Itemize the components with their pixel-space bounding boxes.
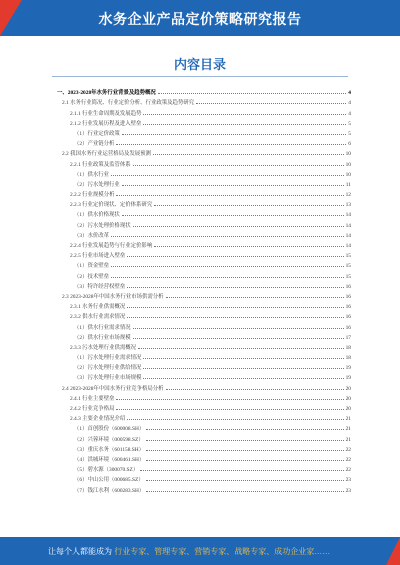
toc-leader-dots [138, 348, 344, 349]
toc-leader-dots [196, 103, 346, 104]
toc-entry-title: （3）水价改革 [74, 232, 110, 239]
toc-heading: 内容目录 [173, 57, 226, 72]
toc-entry-title: 2.2.3 行业定价现状、定价体系研究 [70, 202, 153, 209]
toc-leader-dots [146, 460, 343, 461]
toc-entry[interactable] [57, 168, 351, 178]
toc-entry[interactable] [57, 483, 351, 493]
toc-divider [52, 76, 348, 77]
toc-entry[interactable] [57, 331, 351, 341]
toc-entry[interactable] [57, 147, 351, 157]
toc-entry-title: （6）中山公用（000685.SZ） [74, 477, 144, 484]
toc-entry[interactable] [57, 188, 351, 198]
table-of-contents [57, 86, 351, 494]
toc-entry-page: 10 [345, 161, 351, 168]
toc-entry[interactable] [57, 432, 351, 442]
report-header [0, 0, 400, 36]
toc-entry-page: 21 [345, 436, 351, 443]
toc-entry-page: 5 [348, 130, 351, 137]
toc-entry-page: 4 [348, 90, 351, 97]
toc-leader-dots [111, 175, 344, 176]
toc-entry-title: （3）重庆水务（601158.SH） [74, 446, 145, 453]
toc-entry-title: 2.4 2023-2028年中国水务行业竞争格局分析 [62, 385, 164, 392]
toc-leader-dots [127, 419, 343, 420]
toc-leader-dots [146, 429, 343, 430]
toc-entry-title: （2）污水处理价格现状 [74, 222, 131, 229]
toc-entry-title: 2.4.1 行业主要壁垒 [70, 395, 115, 402]
toc-entry-page: 16 [345, 293, 351, 300]
toc-entry[interactable] [57, 229, 351, 239]
toc-entry[interactable] [57, 106, 351, 116]
toc-entry-title: 2.1.2 行业发展历程及进入壁垒 [70, 120, 142, 127]
toc-entry-title: （3）污水处理行业市场规模 [74, 375, 142, 382]
toc-entry-page: 16 [345, 324, 351, 331]
toc-entry-page: 14 [345, 232, 351, 239]
toc-leader-dots [127, 256, 343, 257]
toc-entry[interactable] [57, 198, 351, 208]
toc-entry[interactable] [57, 208, 351, 218]
toc-entry[interactable] [57, 239, 351, 249]
toc-leader-dots [143, 358, 343, 359]
toc-entry-page: 4 [348, 100, 351, 107]
toc-entry-page: 14 [345, 222, 351, 229]
toc-entry[interactable] [57, 269, 351, 279]
toc-entry[interactable] [57, 280, 351, 290]
toc-entry[interactable] [57, 392, 351, 402]
toc-leader-dots [154, 246, 343, 247]
toc-entry-page: 13 [345, 202, 351, 209]
toc-entry-title: 2.1.1 行业生命周期及发展趋势 [70, 110, 142, 117]
footer-red-accent [386, 537, 400, 565]
toc-entry-title: （2）供水行业市场规模 [74, 334, 131, 341]
toc-entry-title: （2）兴蓉环境（000598.SZ） [74, 436, 144, 443]
toc-leader-dots [154, 205, 343, 206]
toc-entry[interactable] [57, 300, 351, 310]
toc-entry-page: 6 [348, 141, 351, 148]
toc-entry[interactable] [57, 361, 351, 371]
toc-entry-page: 16 [345, 304, 351, 311]
toc-entry-title: （1）供水行业需求情况 [74, 324, 131, 331]
toc-entry[interactable] [57, 402, 351, 412]
toc-leader-dots [133, 338, 344, 339]
toc-entry-title: （1）供水价格现状 [74, 212, 120, 219]
toc-leader-dots [122, 185, 344, 186]
toc-entry-title: （5）碧水源（300070.SZ） [74, 467, 139, 474]
toc-leader-dots [143, 114, 346, 115]
toc-leader-dots [143, 368, 343, 369]
toc-entry-title: （2）污水处理行业 [74, 181, 120, 188]
toc-entry-title: （4）洪城环境（600461.SH） [74, 456, 145, 463]
toc-entry-title: 2.3.1 水务行业供需概况 [70, 304, 126, 311]
toc-leader-dots [158, 93, 346, 94]
toc-leader-dots [146, 440, 344, 441]
toc-entry-title: 2.2.5 行业市场进入壁垒 [70, 253, 126, 260]
toc-leader-dots [122, 134, 346, 135]
toc-leader-dots [116, 195, 343, 196]
toc-entry-title: （2）技术壁垒 [74, 273, 110, 280]
toc-entry-title: 2.2 我国水务行业运营格局及发展预测 [62, 151, 151, 158]
toc-entry[interactable] [57, 381, 351, 391]
toc-entry-page: 21 [345, 426, 351, 433]
toc-leader-dots [133, 165, 344, 166]
toc-entry-page: 22 [345, 446, 351, 453]
toc-entry-page: 15 [345, 263, 351, 270]
toc-entry-page: 20 [345, 385, 351, 392]
toc-entry-title: 2.2.1 行业政策及监管体系 [70, 161, 131, 168]
toc-entry-title: 2.3.3 污水处理行业供需概况 [70, 344, 137, 351]
toc-leader-dots [127, 287, 343, 288]
toc-entry-page: 20 [345, 395, 351, 402]
toc-entry-title: （1）首创股份（600008.SH） [74, 426, 145, 433]
toc-leader-dots [143, 124, 346, 125]
toc-entry[interactable] [57, 453, 351, 463]
toc-entry-title: 2.4.2 行业竞争格局 [70, 406, 115, 412]
toc-entry-title: （1）污水处理行业需求情况 [74, 355, 142, 362]
toc-entry-page: 22 [345, 467, 351, 474]
toc-entry-page: 22 [345, 456, 351, 463]
footer-slogan [48, 546, 330, 557]
toc-leader-dots [166, 389, 344, 390]
toc-entry[interactable] [57, 96, 351, 106]
toc-leader-dots [166, 297, 344, 298]
toc-entry-title: 2.4.3 主要企业情况介绍 [70, 416, 126, 423]
toc-entry-page: 23 [345, 487, 351, 494]
toc-entry-page: 14 [345, 243, 351, 249]
toc-entry-title: （2）污水处理行业供给情况 [74, 365, 142, 372]
toc-leader-dots [116, 144, 346, 145]
toc-entry-page: 5 [348, 120, 351, 127]
toc-entry-page: 18 [345, 355, 351, 362]
toc-leader-dots [116, 399, 343, 400]
toc-entry[interactable] [57, 218, 351, 228]
toc-entry-title: （1）资金壁垒 [74, 263, 110, 270]
toc-entry-page: 4 [348, 110, 351, 117]
toc-entry[interactable] [57, 249, 351, 259]
toc-leader-dots [153, 154, 344, 155]
toc-leader-dots [140, 470, 343, 471]
toc-entry[interactable] [57, 117, 351, 127]
toc-leader-dots [111, 236, 344, 237]
toc-entry-page: 15 [345, 253, 351, 260]
footer-slogan-roles: 行业专家、管理专家、营销专家、战略专家、成功企业家…… [114, 547, 331, 556]
toc-entry-page: 12 [345, 192, 351, 199]
toc-entry[interactable] [57, 259, 351, 269]
toc-entry-page: 10 [345, 151, 351, 158]
toc-entry-page: 18 [345, 344, 351, 351]
toc-entry[interactable] [57, 422, 351, 432]
toc-entry-title: （1）行业定价政策 [74, 130, 120, 137]
toc-leader-dots [111, 266, 344, 267]
toc-leader-dots [111, 277, 344, 278]
toc-entry-page: 16 [345, 283, 351, 290]
toc-leader-dots [116, 409, 343, 410]
toc-entry-title: （1）供水行业 [74, 171, 110, 178]
toc-entry-page: 21 [345, 416, 351, 423]
toc-entry[interactable] [57, 341, 351, 351]
toc-leader-dots [133, 226, 344, 227]
toc-entry[interactable] [57, 473, 351, 483]
toc-entry-title: （7）钱江水利（600283.SH） [74, 487, 145, 494]
toc-entry-page: 20 [345, 406, 351, 412]
toc-entry[interactable] [57, 320, 351, 330]
toc-entry-title: （2）产业链分析 [74, 141, 115, 148]
toc-entry[interactable] [57, 412, 351, 422]
toc-entry[interactable] [57, 178, 351, 188]
toc-entry[interactable] [57, 463, 351, 473]
toc-entry[interactable] [57, 127, 351, 137]
toc-entry-title: （3）特许经营权壁垒 [74, 283, 126, 290]
toc-entry[interactable] [57, 371, 351, 381]
toc-leader-dots [122, 215, 344, 216]
toc-entry-page: 19 [345, 375, 351, 382]
toc-leader-dots [146, 491, 343, 492]
toc-entry[interactable] [57, 137, 351, 147]
toc-entry-title: 2.3.2 供水行业需求情况 [70, 314, 126, 321]
footer-slogan-lead: 让每个人都能成为 [48, 547, 112, 556]
toc-entry-page: 10 [345, 171, 351, 178]
toc-leader-dots [143, 378, 343, 379]
report-footer [0, 537, 400, 565]
toc-leader-dots [146, 450, 344, 451]
toc-entry-page: 14 [345, 212, 351, 219]
toc-leader-dots [146, 480, 344, 481]
toc-entry-title: 2.2.4 行业发展趋势与行业定价影响 [70, 243, 153, 249]
toc-leader-dots [127, 307, 343, 308]
toc-entry-page: 17 [345, 334, 351, 341]
toc-entry-title: 2.3 2023-2028年中国水务行业市场供需分析 [62, 293, 164, 300]
toc-entry[interactable] [57, 290, 351, 300]
toc-entry-page: 23 [345, 477, 351, 484]
toc-entry-title: 2.1 水务行业简况、行业定价分析、行业政策及趋势研究 [62, 100, 195, 107]
toc-entry[interactable] [57, 86, 351, 96]
toc-entry[interactable] [57, 310, 351, 320]
toc-entry-title: 2.2.2 行业规模分析 [70, 192, 115, 199]
toc-entry-page: 19 [345, 365, 351, 372]
toc-leader-dots [127, 317, 343, 318]
toc-entry-title: 一、2023-2028年水务行业背景及趋势概况 [57, 90, 156, 97]
toc-entry[interactable] [57, 443, 351, 453]
toc-entry[interactable] [57, 157, 351, 167]
report-title: 水务企业产品定价策略研究报告 [98, 11, 302, 27]
toc-entry-page: 15 [345, 273, 351, 280]
toc-leader-dots [133, 328, 344, 329]
toc-entry-page: 11 [345, 181, 351, 188]
toc-entry[interactable] [57, 351, 351, 361]
toc-entry-page: 16 [345, 314, 351, 321]
